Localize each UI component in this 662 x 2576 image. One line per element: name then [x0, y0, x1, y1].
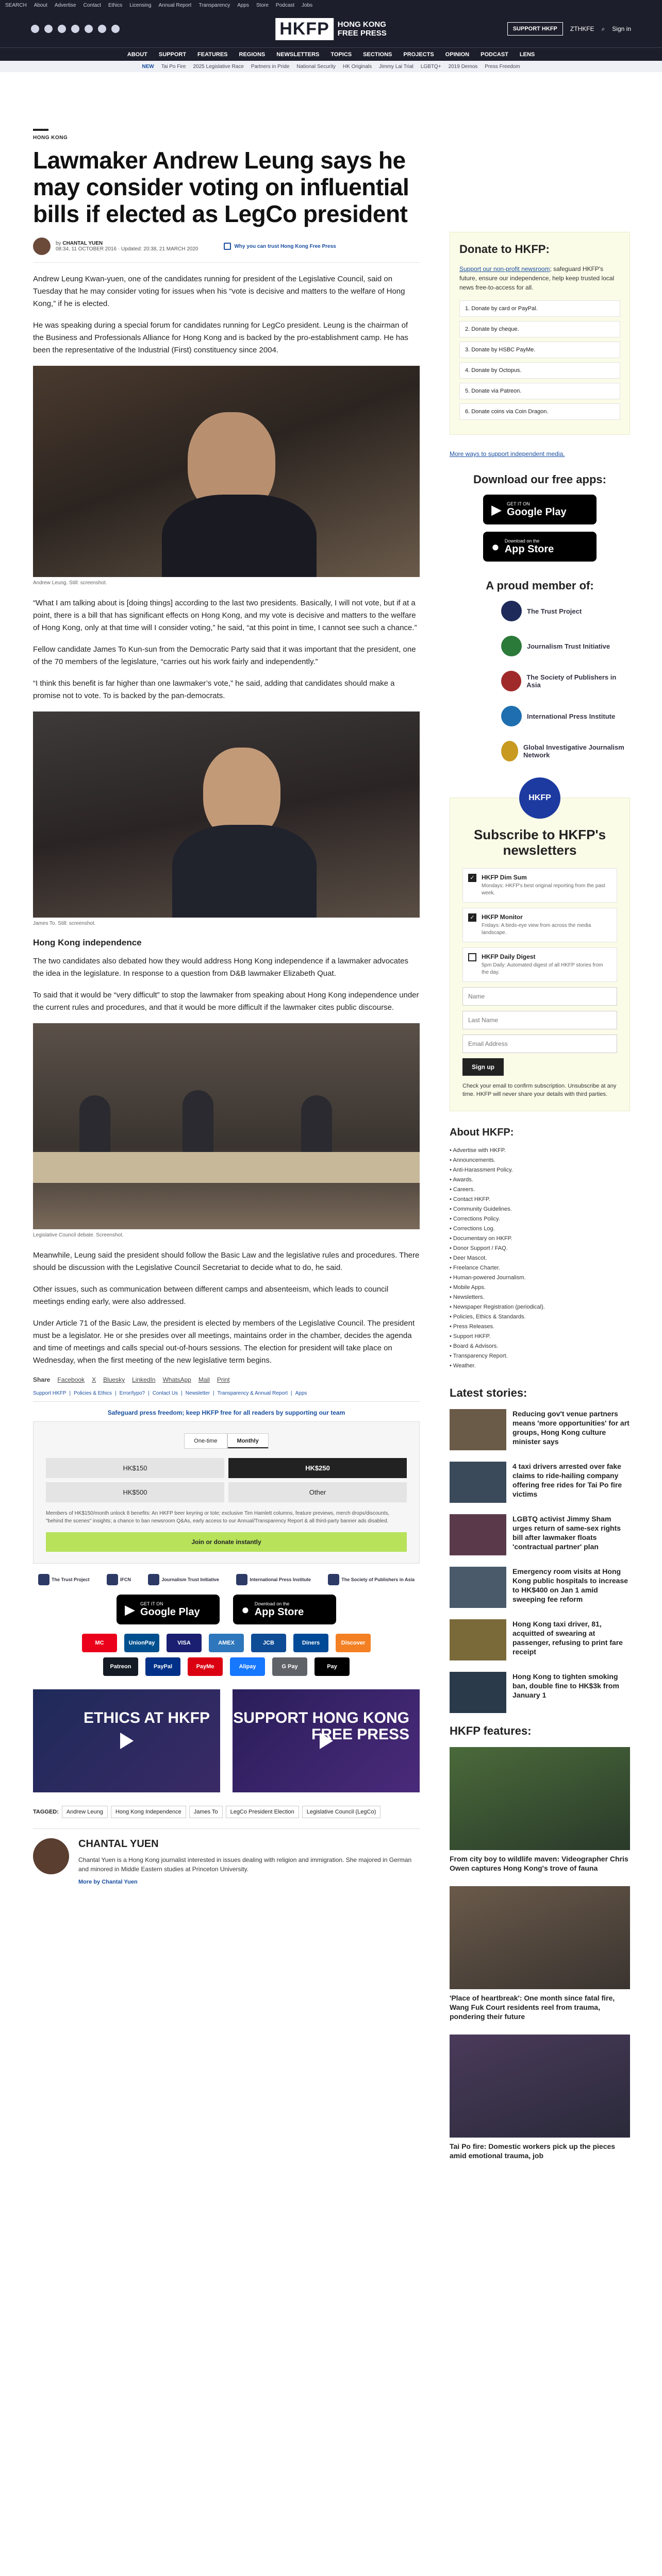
about-link[interactable]: • Careers.: [450, 1185, 630, 1195]
about-link[interactable]: • Advertise with HKFP.: [450, 1146, 630, 1156]
trust-label: Why you can trust Hong Kong Free Press: [234, 243, 336, 249]
site-logo[interactable]: [275, 18, 387, 40]
instagram-icon[interactable]: [58, 25, 66, 33]
feature-item[interactable]: Tai Po fire: Domestic workers pick up the pieces amid emotional trauma, job: [450, 2035, 630, 2160]
freq-one-time[interactable]: One-time: [184, 1433, 227, 1449]
ipi-icon: [236, 1574, 247, 1585]
photo-andrew-leung: [33, 366, 420, 577]
donate-widget: [33, 1421, 420, 1564]
jcb-icon[interactable]: JCB: [251, 1634, 286, 1652]
signin-link[interactable]: Sign in: [612, 25, 631, 32]
topbar-search[interactable]: SEARCH: [5, 2, 27, 8]
payment-methods-row-2: [33, 1657, 420, 1676]
support-video[interactable]: [233, 1689, 420, 1792]
share-print[interactable]: Print: [217, 1376, 230, 1383]
app-store-button[interactable]: ● Download on the App Store: [233, 1595, 336, 1624]
topbar-transparency[interactable]: Transparency: [198, 2, 230, 8]
email-input[interactable]: [462, 1035, 617, 1053]
hkfp-features: [450, 1724, 630, 2160]
unionpay-icon[interactable]: UnionPay: [124, 1634, 159, 1652]
app-store-buttons: [33, 1595, 420, 1624]
about-link[interactable]: • Mobile Apps.: [450, 1283, 630, 1293]
google-pay-icon[interactable]: G Pay: [272, 1657, 307, 1676]
nav-sections[interactable]: SECTIONS: [363, 51, 392, 58]
hkfp-badge: HKFP: [519, 777, 560, 819]
tag[interactable]: Andrew Leung: [62, 1806, 108, 1818]
ticker-item[interactable]: Jimmy Lai Trial: [379, 63, 413, 70]
policy-link[interactable]: Contact Us: [152, 1391, 178, 1396]
newsletter-heading: Subscribe to HKFP's newsletters: [473, 827, 606, 858]
byline: [33, 238, 420, 263]
partner-logo[interactable]: The Trust Project: [38, 1574, 90, 1585]
checkbox-checked[interactable]: ✓: [468, 874, 476, 882]
apple-icon: ●: [491, 538, 500, 554]
about-link[interactable]: • Board & Advisors.: [450, 1342, 630, 1351]
member-heading: A proud member of:: [486, 579, 594, 592]
ticker-label: NEW: [142, 63, 154, 70]
ticker-item[interactable]: Press Freedom: [485, 63, 520, 70]
nav-newsletters[interactable]: NEWSLETTERS: [276, 51, 320, 58]
feature-image: [450, 2035, 630, 2138]
payment-methods-row-1: [33, 1634, 420, 1652]
about-link[interactable]: • Contact HKFP.: [450, 1195, 630, 1205]
gijn-icon: [501, 741, 518, 761]
amex-icon[interactable]: AMEX: [209, 1634, 244, 1652]
donate-option[interactable]: 5. Donate via Patreon.: [459, 383, 620, 399]
article-tags: [33, 1806, 420, 1818]
author-name[interactable]: CHANTAL YUEN: [62, 241, 103, 246]
paragraph: Andrew Leung Kwan-yuen, one of the candidates running for president of the Legislative Council, said on Tuesday that he may consider voting for issues when his “vote is decisive and matters to the welfare of Hong Kong,” if he is elected.: [33, 275, 405, 308]
apps-heading: Download our free apps:: [473, 473, 606, 486]
share-bluesky[interactable]: Bluesky: [103, 1376, 125, 1383]
header-actions: [507, 22, 631, 36]
partner-logo[interactable]: International Press Institute: [236, 1574, 311, 1585]
nav-projects[interactable]: PROJECTS: [403, 51, 434, 58]
partner-logo[interactable]: IFCN: [107, 1574, 131, 1585]
about-link[interactable]: • Newsletters.: [450, 1293, 630, 1302]
paragraph: “What I am talking about is [doing things] according to the last two presidents. Basically, I will not vote, but if at a point, there is a bill that has significant effects on Hong Kong, and my vote is decisive and matters to the welfare of Hong Kong, only at that time will I consider voting,” he said, “at this point in time, I cannot see such a chance.”: [33, 599, 417, 632]
apple-pay-icon[interactable]: Pay: [315, 1657, 350, 1676]
topbar-about[interactable]: About: [34, 2, 47, 8]
newsletter-note: Check your email to confirm subscription. Unsubscribe at any time. HKFP will never share your details with third parties.: [462, 1083, 617, 1097]
site-header: [0, 10, 662, 47]
nav-topics[interactable]: TOPICS: [330, 51, 352, 58]
paypal-icon[interactable]: PayPal: [145, 1657, 180, 1676]
last-name-input[interactable]: [462, 1011, 617, 1029]
topbar-jobs[interactable]: Jobs: [302, 2, 313, 8]
threads-icon[interactable]: [71, 25, 79, 33]
about-link[interactable]: • Weather.: [450, 1361, 630, 1371]
article-category[interactable]: HONG KONG: [33, 135, 68, 141]
author-bio: Chantal Yuen is a Hong Kong journalist interested in issues dealing with religion and immigration. She majored in German and minored in Middle Eastern studies at Princeton University.: [78, 1856, 412, 1873]
ethics-video[interactable]: [33, 1689, 220, 1792]
about-heading: About HKFP:: [450, 1127, 514, 1138]
checkbox-checked[interactable]: ✓: [468, 913, 476, 922]
freq-monthly[interactable]: Monthly: [227, 1433, 269, 1449]
logo-mark: HKFP: [275, 18, 334, 40]
social-links: [31, 25, 120, 33]
checkbox[interactable]: [468, 953, 476, 961]
first-name-input[interactable]: [462, 987, 617, 1006]
nav-about[interactable]: ABOUT: [127, 51, 147, 58]
play-icon: [120, 1733, 134, 1749]
policy-link[interactable]: Policies & Ethics: [74, 1391, 112, 1396]
story-thumbnail: [450, 1514, 506, 1555]
topbar-ethics[interactable]: Ethics: [108, 2, 123, 8]
trust-project-icon: [501, 601, 522, 621]
article-subhead: Hong Kong independence: [33, 938, 142, 947]
nonprofit-link[interactable]: Support our non-profit newsroom: [459, 265, 550, 273]
about-link[interactable]: • Corrections Log.: [450, 1224, 630, 1234]
amount-option[interactable]: HK$150: [46, 1458, 224, 1478]
feature-image: [450, 1747, 630, 1850]
ticker-item[interactable]: National Security: [296, 63, 336, 70]
partner-logo[interactable]: Journalism Trust Initiative: [148, 1574, 219, 1585]
topbar-annual-report[interactable]: Annual Report: [158, 2, 192, 8]
tag[interactable]: LegCo President Election: [226, 1806, 299, 1818]
about-link[interactable]: • Human-powered Journalism.: [450, 1273, 630, 1283]
shield-icon: [224, 243, 231, 250]
story-thumbnail: [450, 1567, 506, 1608]
ifcn-icon: [107, 1574, 118, 1585]
diners-icon[interactable]: Diners: [293, 1634, 328, 1652]
about-link[interactable]: • Corrections Policy.: [450, 1214, 630, 1224]
google-play-button[interactable]: ▶ GET IT ON Google Play: [483, 495, 597, 524]
jti-icon: [501, 636, 522, 656]
policy-link[interactable]: Support HKFP: [33, 1391, 67, 1396]
app-store-button[interactable]: ● Download on the App Store: [483, 532, 597, 562]
support-hkfp-button[interactable]: SUPPORT HKFP: [507, 22, 563, 36]
patreon-icon[interactable]: Patreon: [103, 1657, 138, 1676]
logo-text: [338, 20, 387, 38]
about-link[interactable]: • Awards.: [450, 1175, 630, 1185]
donate-option[interactable]: 3. Donate by HSBC PayMe.: [459, 342, 620, 358]
search-icon[interactable]: ⌕: [601, 25, 605, 32]
paragraph: Other issues, such as communication between different camps and absenteeism, which leads to council meetings ending early, were also addressed.: [33, 1285, 389, 1306]
story-item[interactable]: Hong Kong to tighten smoking ban, double fine to HK$3k from January 1: [450, 1672, 630, 1713]
story-thumbnail: [450, 1462, 506, 1503]
story-item[interactable]: Emergency room visits at Hong Kong public hospitals to increase to HK$400 on Jan 1 amid sweeping fee reform: [450, 1567, 630, 1608]
ticker-item[interactable]: Partners in Pride: [251, 63, 290, 70]
google-play-button[interactable]: ▶ GET IT ON Google Play: [117, 1595, 220, 1624]
paragraph: Meanwhile, Leung said the president should follow the Basic Law and the legislative rules and procedures. There should be discussion with the Legislative Council Secretariat to decide what to do, he said.: [33, 1251, 420, 1272]
article-title: Lawmaker Andrew Leung says he may consider voting on influential bills if elected as LegCo president: [33, 147, 409, 227]
more-ways-link[interactable]: More ways to support independent media.: [450, 450, 565, 457]
updated-date: Updated: 20:38, 21 MARCH 2020: [121, 246, 198, 252]
share-linkedin[interactable]: LinkedIn: [132, 1376, 156, 1383]
figure-caption: James To. Still: screenshot.: [33, 921, 96, 926]
nav-regions[interactable]: REGIONS: [239, 51, 266, 58]
top-utility-bar: [0, 0, 662, 10]
author-box-name[interactable]: CHANTAL YUEN: [78, 1838, 159, 1850]
photo-legco-debate: [33, 1023, 420, 1229]
section-rule: [33, 129, 48, 131]
trending-ticker: [0, 61, 662, 72]
ticker-item[interactable]: LGBTQ+: [420, 63, 441, 70]
about-link[interactable]: • Donor Support / FAQ.: [450, 1244, 630, 1253]
newsletter-option[interactable]: ✓ HKFP Dim Sum Mondays: HKFP's best original reporting from the past week.: [462, 868, 617, 903]
article-column: [33, 129, 420, 1885]
author-photo[interactable]: [33, 1838, 69, 1874]
about-link[interactable]: • Documentary on HKFP.: [450, 1234, 630, 1244]
story-item[interactable]: LGBTQ activist Jimmy Sham urges return of same-sex rights bill after lawmaker floats 'contractual partner' plan: [450, 1514, 630, 1555]
donate-heading: Donate to HKFP:: [459, 243, 550, 256]
join-button[interactable]: Join or donate instantly: [46, 1532, 407, 1552]
topbar-contact[interactable]: Contact: [83, 2, 101, 8]
video-promos: [33, 1689, 420, 1792]
logo-line-2: FREE PRESS: [337, 29, 387, 38]
latest-heading: Latest stories:: [450, 1386, 527, 1399]
trust-link[interactable]: [224, 243, 336, 250]
sopa-icon: [501, 671, 521, 691]
paragraph: “I think this benefit is far higher than one lawmaker’s vote,” he said, adding that candidates should make a promise not to vote. To is backed by the pan-democrats.: [33, 679, 395, 700]
story-thumbnail: [450, 1409, 506, 1450]
main-nav: [0, 47, 662, 61]
ticker-item[interactable]: 2019 Demos: [448, 63, 478, 70]
trust-project-icon: [38, 1574, 49, 1585]
newsletter-option[interactable]: HKFP Daily Digest 5pm Daily: Automated digest of all HKFP stories from the day.: [462, 947, 617, 982]
member-logo[interactable]: The Trust Project: [501, 601, 630, 621]
amount-option[interactable]: Other: [228, 1482, 407, 1502]
ticker-item[interactable]: HK Originals: [342, 63, 372, 70]
story-item[interactable]: 4 taxi drivers arrested over fake claims to ride-hailing company offering free rides for Tai Po fire victims: [450, 1462, 630, 1503]
alipay-icon[interactable]: Alipay: [230, 1657, 265, 1676]
member-perks: Members of HK$150/month unlock 8 benefits: An HKFP beer keyring or tote; exclusive Tim Hamlett columns, feature previews, merch drops/discounts, "behind the scenes" insights; a chance to ban newsroom Q&As, early access to our Annual/Transparency Report & all third-party banner ads disabled.: [46, 1511, 390, 1524]
story-item[interactable]: Hong Kong taxi driver, 81, acquitted of swearing at passenger, refusing to print fare receipt: [450, 1619, 630, 1660]
donation-amounts: [46, 1458, 407, 1502]
about-link[interactable]: • Support HKFP.: [450, 1332, 630, 1342]
photo-james-to: [33, 711, 420, 918]
policy-link[interactable]: Transparency & Annual Report: [217, 1391, 288, 1396]
nav-opinion[interactable]: OPINION: [445, 51, 470, 58]
author-avatar[interactable]: [33, 238, 51, 255]
share-mail[interactable]: Mail: [198, 1376, 210, 1383]
paragraph: To said that it would be “very difficult” to stop the lawmaker from speaking about Hong Kong independence under the current rules and procedures, and that it would be more difficult if the lawmaker cites public discourse.: [33, 991, 419, 1012]
mail-icon[interactable]: [111, 25, 120, 33]
about-link[interactable]: • Transparency Report.: [450, 1351, 630, 1361]
feature-item[interactable]: 'Place of heartbreak': One month since fatal fire, Wang Fuk Court residents reel from trauma, pondering their future: [450, 1886, 630, 2021]
paragraph: Under Article 71 of the Basic Law, the president is elected by members of the Legislative Council. The president must be a legislator. He or she presides over all meetings, maintains order in the chamber, decides the agenda and time of meetings and calls special out-of-hours sessions. The election for president will take place on Wednesday, when the first meeting of the new legislative term begins.: [33, 1319, 415, 1365]
paragraph: The two candidates also debated how they would address Hong Kong independence if a lawmaker advocates the idea in the legislature. In response to a question from D&B lawmaker Elizabeth Quat.: [33, 957, 408, 978]
topbar-podcast[interactable]: Podcast: [275, 2, 295, 8]
jti-icon: [148, 1574, 159, 1585]
publish-date: 08:34, 11 OCTOBER 2016: [56, 246, 117, 252]
nav-podcast[interactable]: PODCAST: [481, 51, 508, 58]
policy-link[interactable]: Apps: [295, 1391, 307, 1396]
figure-caption: Legislative Council debate. Screenshot.: [33, 1232, 124, 1238]
figure-legco-debate: [33, 1023, 420, 1238]
donate-option[interactable]: 1. Donate by card or PayPal.: [459, 300, 620, 317]
newsletter-option[interactable]: ✓ HKFP Monitor Fridays: A birds-eye view from across the media landscape.: [462, 908, 617, 942]
language-switch[interactable]: ZTHKFE: [570, 25, 594, 32]
latest-stories: [450, 1386, 630, 1713]
apple-icon: ●: [241, 1601, 250, 1617]
topbar-apps[interactable]: Apps: [237, 2, 249, 8]
sopa-icon: [328, 1574, 339, 1585]
youtube-icon[interactable]: [85, 25, 93, 33]
features-heading: HKFP features:: [450, 1724, 532, 1737]
partner-logo[interactable]: The Society of Publishers in Asia: [328, 1574, 415, 1585]
topbar-licensing[interactable]: Licensing: [129, 2, 152, 8]
safeguard-banner[interactable]: Safeguard press freedom; keep HKFP free for all readers by supporting our team: [107, 1409, 345, 1416]
donate-intro: Support our non-profit newsroom; safeguard HKFP's future, ensure our independence, help keep trusted local news free-to-access for all.: [459, 265, 615, 291]
topbar-store[interactable]: Store: [256, 2, 269, 8]
about-link[interactable]: • Newspaper Registration (periodical).: [450, 1302, 630, 1312]
donate-option[interactable]: 4. Donate by Octopus.: [459, 362, 620, 379]
logo-line-1: HONG KONG: [337, 20, 386, 29]
sidebar: [450, 232, 630, 2174]
ticker-item[interactable]: 2025 Legislative Race: [193, 63, 244, 70]
about-link[interactable]: • Anti-Harassment Policy.: [450, 1165, 630, 1175]
policy-link[interactable]: Newsletter: [185, 1391, 210, 1396]
promo-title: SUPPORT HONG KONG FREE PRESS: [233, 1709, 409, 1743]
facebook-icon[interactable]: [31, 25, 39, 33]
ipi-icon: [501, 706, 522, 726]
amount-option-selected[interactable]: HK$250: [228, 1458, 407, 1478]
about-link[interactable]: • Press Releases.: [450, 1322, 630, 1332]
feature-item[interactable]: From city boy to wildlife maven: Videographer Chris Owen captures Hong Kong's trove of fauna: [450, 1747, 630, 1873]
figure-andrew-leung: [33, 366, 420, 586]
tag[interactable]: Hong Kong Independence: [111, 1806, 186, 1818]
signup-button[interactable]: Sign up: [462, 1058, 504, 1076]
member-logo[interactable]: Global Investigative Journalism Network: [501, 741, 630, 761]
donate-sidebar: [450, 232, 630, 435]
tags-label: TAGGED:: [33, 1809, 59, 1815]
payme-icon[interactable]: PayMe: [188, 1657, 223, 1676]
share-whatsapp[interactable]: WhatsApp: [162, 1376, 191, 1383]
promo-title: ETHICS AT HKFP: [84, 1709, 210, 1726]
about-link[interactable]: • Policies, Ethics & Standards.: [450, 1312, 630, 1322]
share-x[interactable]: X: [92, 1376, 96, 1383]
tag[interactable]: James To: [189, 1806, 223, 1818]
donate-options: [459, 300, 620, 420]
nav-lens[interactable]: LENS: [519, 51, 535, 58]
share-label: Share: [33, 1376, 51, 1383]
donate-option[interactable]: 2. Donate by cheque.: [459, 321, 620, 337]
google-play-icon: ▶: [491, 501, 502, 517]
figure-james-to: [33, 711, 420, 926]
feature-image: [450, 1886, 630, 1989]
newsletter-signup: [450, 793, 630, 1111]
share-bar: [33, 1376, 420, 1383]
donate-option[interactable]: 6. Donate coins via Coin Dragon.: [459, 403, 620, 420]
about-link[interactable]: • Announcements.: [450, 1156, 630, 1165]
about-link[interactable]: • Freelance Charter.: [450, 1263, 630, 1273]
policy-links: Support HKFP | Policies & Ethics | Error/typo? | Contact Us | Newsletter | Transparency & Annual Report | Apps: [33, 1391, 420, 1402]
google-play-icon: ▶: [125, 1601, 135, 1617]
nav-features[interactable]: FEATURES: [197, 51, 228, 58]
x-icon[interactable]: [44, 25, 53, 33]
about-link[interactable]: • Community Guidelines.: [450, 1205, 630, 1214]
story-thumbnail: [450, 1619, 506, 1660]
member-logo[interactable]: International Press Institute: [501, 706, 630, 726]
sidebar-app-buttons: [450, 495, 630, 562]
byline-prefix: by: [56, 241, 61, 246]
mastercard-icon[interactable]: MC: [82, 1634, 117, 1652]
paragraph: He was speaking during a special forum for candidates running for LegCo president. Leung is the chairman of the Business and Professionals Alliance for Hong Kong and is backed by the pro-establishment camp. He has been the representative of the Industrial (First) constituency since 2004.: [33, 321, 408, 354]
share-facebook[interactable]: Facebook: [57, 1376, 85, 1383]
paragraph: Fellow candidate James To Kun-sun from the Democratic Party said that it was important that the president, one of the 70 members of the legislature, “carries out his work fairly and independently.”: [33, 645, 416, 666]
amount-option[interactable]: HK$500: [46, 1482, 224, 1502]
about-link[interactable]: • Deer Mascot.: [450, 1253, 630, 1263]
partner-logos: [33, 1574, 420, 1585]
member-logo[interactable]: The Society of Publishers in Asia: [501, 671, 630, 691]
story-item[interactable]: Reducing gov't venue partners means 'more opportunities' for art groups, Hong Kong culture minister says: [450, 1409, 630, 1450]
policy-link[interactable]: Error/typo?: [119, 1391, 145, 1396]
topbar-advertise[interactable]: Advertise: [54, 2, 76, 8]
figure-caption: Andrew Leung. Still: screenshot.: [33, 580, 107, 586]
member-logo[interactable]: Journalism Trust Initiative: [501, 636, 630, 656]
author-box: [33, 1828, 420, 1885]
story-thumbnail: [450, 1672, 506, 1713]
more-by-author-link[interactable]: More by Chantal Yuen: [78, 1879, 138, 1885]
nav-support[interactable]: SUPPORT: [158, 51, 187, 58]
about-links: [450, 1146, 630, 1371]
linkedin-icon[interactable]: [98, 25, 106, 33]
donation-frequency: [46, 1433, 407, 1449]
ticker-item[interactable]: Tai Po Fire: [161, 63, 186, 70]
byline-text: by CHANTAL YUEN 08:34, 11 OCTOBER 2016 · Updated: 20:38, 21 MARCH 2020: [56, 241, 198, 252]
tag[interactable]: Legislative Council (LegCo): [302, 1806, 381, 1818]
about-hkfp: [450, 1127, 630, 1371]
visa-icon[interactable]: VISA: [167, 1634, 202, 1652]
discover-icon[interactable]: Discover: [336, 1634, 371, 1652]
